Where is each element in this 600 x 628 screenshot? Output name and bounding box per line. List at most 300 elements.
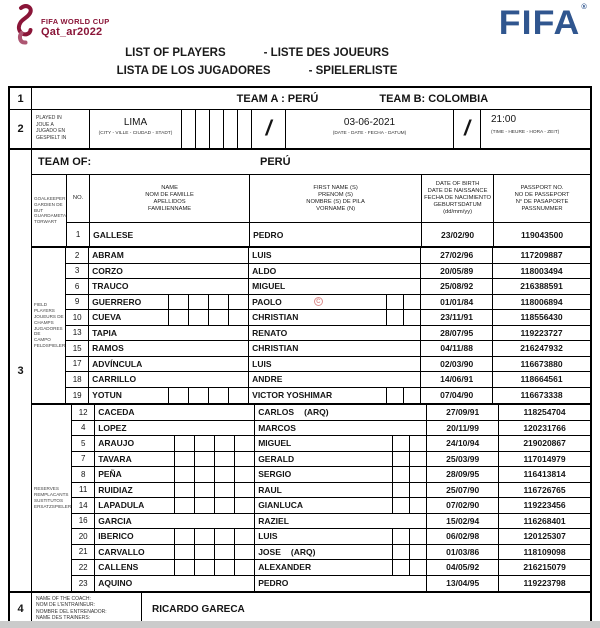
player-dob: 27/09/91: [427, 405, 499, 420]
date-cell: [286, 110, 454, 148]
label-line: NAME DES TRAINERS:: [36, 615, 91, 622]
player-number: 12: [72, 405, 95, 420]
grid-box: [194, 498, 214, 513]
player-surname: [89, 357, 249, 372]
player-dob: 28/07/95: [421, 326, 493, 341]
player-dob: 24/10/94: [427, 436, 499, 451]
grid-box: [208, 388, 228, 404]
emblem-subtitle: Qat_ar2022: [41, 26, 103, 38]
grid-box: [168, 295, 188, 310]
player-passport: 119223727: [520, 327, 563, 338]
player-passport: 216247932: [520, 343, 563, 354]
grid-box: [234, 436, 254, 451]
header-date-of-birth: [422, 175, 494, 222]
player-surname: [89, 372, 249, 387]
section-roster: [10, 150, 590, 593]
grid-box: [174, 436, 194, 451]
emblem-title: FIFA WORLD CUP: [41, 17, 110, 26]
goalkeeper-group-label: [32, 175, 67, 246]
grid-box: [234, 529, 254, 544]
player-passport: 120125307: [523, 531, 566, 542]
player-surname: [95, 576, 255, 592]
label-line: NAME: [161, 184, 178, 191]
player-firstname-text: [255, 452, 392, 467]
city-caption: (CITY - VILLE - CIUDAD - STADT): [98, 131, 173, 136]
player-firstname-text: [249, 388, 386, 404]
table-row: [72, 467, 590, 483]
grid-box: [174, 529, 194, 544]
table-header-row: [67, 175, 590, 223]
grid-box: [174, 483, 194, 498]
city-value: LIMA: [123, 117, 148, 128]
label-line: NOM DE FAMILLE: [145, 191, 194, 198]
table-row: [72, 498, 590, 514]
label-line: CAMPO: [34, 337, 51, 343]
player-dob: 04/05/92: [427, 560, 499, 575]
player-surname-text: ABRAM: [92, 250, 124, 261]
player-number: 22: [72, 560, 95, 575]
grid-box: [194, 529, 214, 544]
grid-box: [188, 310, 208, 325]
player-firstname: [249, 279, 421, 294]
player-firstname-value: JOSE: [258, 546, 281, 557]
player-surname-text: RAMOS: [92, 343, 124, 354]
player-firstname-value: RENATO: [252, 327, 288, 338]
player-firstname-text: [255, 514, 426, 529]
time-caption: (TIME - HEURE - HORA - ZEIT): [491, 130, 560, 135]
grid-box: [168, 388, 188, 404]
label-line: FELDSPIELER: [34, 342, 66, 348]
player-firstname: [255, 498, 427, 513]
player-firstname-value: ANDRE: [252, 374, 283, 385]
player-firstname-value: CHRISTIAN: [252, 312, 299, 323]
player-surname: [89, 248, 249, 263]
grid-box: [234, 452, 254, 467]
player-passport: 119043500: [521, 229, 564, 240]
label-line: GUARDAMETA: [34, 213, 67, 219]
grid-box: [174, 498, 194, 513]
player-surname: [95, 498, 255, 513]
time-value: 21:00: [491, 114, 517, 125]
section-number-2: 2: [10, 110, 32, 148]
player-passport: 118006894: [520, 296, 563, 307]
label-line: NO DE PASSEPORT: [514, 191, 570, 198]
city-cell: [90, 110, 182, 148]
player-number: 7: [72, 452, 95, 467]
player-firstname-value: PEDRO: [258, 578, 289, 589]
player-surname: [95, 405, 255, 420]
date-value: 03-06-2021: [343, 117, 396, 128]
grid-box: [196, 110, 210, 148]
player-dob: 07/02/90: [427, 498, 499, 513]
player-number: 21: [72, 545, 95, 560]
title-en: LIST OF PLAYERS: [125, 47, 226, 59]
player-firstname-value: MIGUEL: [252, 281, 286, 292]
fifa-logo: FIFA®: [498, 4, 588, 42]
slash-separator: /: [252, 110, 286, 148]
table-row: [66, 310, 590, 326]
section-number-4: 4: [10, 593, 32, 625]
player-surname-text: CACEDA: [98, 407, 135, 418]
player-firstname: [249, 310, 421, 325]
player-firstname-text: [249, 341, 420, 356]
table-row: [72, 436, 590, 452]
field-players-group-label: [32, 248, 66, 403]
grid-box: [234, 498, 254, 513]
player-firstname-text: [249, 295, 386, 310]
player-number: 17: [66, 357, 89, 372]
player-surname: [95, 421, 255, 436]
section-number-3: 3: [10, 150, 32, 591]
section-match-info: [10, 110, 590, 150]
grid-box: [392, 452, 409, 467]
grid-box: [392, 483, 409, 498]
player-surname: [95, 436, 255, 451]
title-fr: - LISTE DES JOUEURS: [263, 47, 389, 59]
player-number: 6: [66, 279, 89, 294]
player-surname-text: TAPIA: [92, 327, 118, 338]
label-line: GESPIELT IN: [36, 134, 67, 141]
grid-box: [409, 452, 426, 467]
table-row: [66, 264, 590, 280]
player-dob: 07/04/90: [421, 388, 493, 404]
player-surname: [95, 529, 255, 544]
player-firstname-text: [255, 467, 392, 482]
grid-box: [174, 545, 194, 560]
player-surname-text: CORZO: [92, 265, 123, 276]
section-teams: [10, 88, 590, 110]
label-line: JUGADO EN: [36, 128, 66, 134]
player-surname-text: GALLESE: [93, 229, 134, 240]
player-firstname-text: [255, 436, 392, 451]
table-row: [72, 529, 590, 545]
player-firstname-text: [249, 279, 420, 294]
player-firstname-value: ALEXANDER: [258, 562, 312, 573]
player-firstname-text: [255, 498, 392, 513]
player-surname: [89, 279, 249, 294]
player-dob: 23/02/90: [422, 223, 494, 246]
player-firstname-text: [255, 529, 392, 544]
player-number: 13: [66, 326, 89, 341]
field-players-rows: [66, 248, 590, 403]
registered-mark: ®: [581, 4, 588, 11]
player-surname-text: CUEVA: [92, 312, 122, 323]
player-firstname: [255, 545, 427, 560]
label-line: PRENOM (S): [318, 191, 353, 198]
player-number: 15: [66, 341, 89, 356]
player-firstname-text: [249, 326, 420, 341]
goalkeeper-block: [32, 175, 590, 248]
player-firstname: [255, 529, 427, 544]
grid-box: [392, 498, 409, 513]
grid-box: [194, 467, 214, 482]
label-line: REMPLACANTS: [34, 492, 69, 498]
player-firstname-value: RAUL: [258, 484, 282, 495]
player-number: 11: [72, 483, 95, 498]
table-row: [72, 452, 590, 468]
label-line: JOUE A: [36, 121, 54, 128]
grid-box: [214, 545, 234, 560]
player-surname: [95, 514, 255, 529]
player-number: 9: [66, 295, 89, 310]
player-firstname-value: MIGUEL: [258, 438, 292, 449]
header-passport: [494, 175, 590, 222]
player-firstname-value: RAZIEL: [258, 515, 289, 526]
grid-box: [182, 110, 196, 148]
table-row: [67, 223, 590, 246]
player-passport: 116673880: [520, 358, 563, 369]
table-row: [66, 372, 590, 388]
player-surname-text: LOPEZ: [98, 422, 127, 433]
grid-box: [214, 467, 234, 482]
player-surname-text: IBERICO: [98, 531, 134, 542]
player-passport: 117209887: [520, 250, 563, 261]
player-passport: 117014979: [523, 453, 566, 464]
section-number-1: 1: [10, 88, 32, 109]
player-firstname-value: GIANLUCA: [258, 500, 304, 511]
grid-box: [194, 483, 214, 498]
goalkeeper-rows: [67, 223, 590, 246]
player-passport: 118664561: [520, 374, 563, 385]
player-firstname: [249, 264, 421, 279]
goalkeeper-note: (ARQ): [290, 546, 316, 557]
player-surname: [89, 264, 249, 279]
player-firstname-text: [255, 560, 392, 575]
table-row: [72, 576, 590, 592]
grid-box: [392, 545, 409, 560]
label-line: FIRST NAME (S): [313, 184, 358, 191]
label-line: TORWART: [34, 219, 57, 225]
grid-box: [403, 388, 420, 404]
grid-box: [228, 388, 248, 404]
player-surname: [95, 467, 255, 482]
player-surname-text: CALLENS: [98, 562, 139, 573]
goalkeeper-note: (ARQ): [304, 407, 329, 418]
header-no: NO.: [67, 175, 90, 222]
grid-box: [224, 110, 238, 148]
grid-box: [188, 388, 208, 404]
grid-box: [234, 467, 254, 482]
player-firstname: [249, 326, 421, 341]
label-line: JUGADORES DE: [34, 325, 63, 337]
table-row: [66, 341, 590, 357]
qatar2022-emblem-text: [41, 17, 110, 38]
player-firstname-text: [249, 264, 420, 279]
team-of-label: TEAM OF:: [38, 156, 92, 168]
grid-box: [403, 295, 420, 310]
label-line: RESERVES: [34, 486, 59, 492]
document-title: [0, 47, 514, 83]
team-b-label: TEAM B: COLOMBIA: [379, 92, 489, 105]
player-firstname: [255, 467, 427, 482]
player-dob: 01/03/86: [427, 545, 499, 560]
grid-box: [409, 545, 426, 560]
player-surname: [90, 223, 250, 246]
player-passport: 216388591: [520, 281, 563, 292]
player-surname-text: ADVÍNCULA: [92, 358, 143, 369]
label-line: ERSATZSPIELER: [34, 503, 72, 509]
label-line: GEBURTSDATUM: [433, 202, 482, 208]
player-number: 23: [72, 576, 95, 592]
player-firstname: [249, 248, 421, 263]
player-surname: [89, 341, 249, 356]
player-firstname: [255, 421, 427, 436]
player-dob: 06/02/98: [427, 529, 499, 544]
player-surname-text: PEÑA: [98, 469, 122, 480]
player-surname: [89, 295, 249, 310]
table-row: [72, 514, 590, 530]
label-line: GARDIEN DE BUT: [34, 201, 63, 213]
label-line: FAMILIENNAME: [147, 205, 192, 212]
player-firstname: [250, 223, 422, 246]
label-line: APELLIDOS: [153, 198, 186, 205]
player-firstname-value: ALDO: [252, 265, 277, 276]
qatar2022-emblem-icon: [8, 4, 36, 51]
player-dob: 23/11/91: [421, 310, 493, 325]
page-header: [0, 0, 600, 86]
player-number: 3: [66, 264, 89, 279]
player-passport: 118254704: [523, 407, 566, 418]
player-number: 19: [66, 388, 89, 404]
player-firstname: [255, 405, 427, 420]
grid-box: [210, 110, 224, 148]
player-passport: 116673338: [520, 390, 563, 401]
date-caption: (DATE - DATE - FECHA - DATUM): [332, 131, 407, 136]
player-list-form: [8, 86, 592, 627]
label-line: NOMBRE (S) DE PILA: [306, 198, 365, 205]
grid-box: [188, 295, 208, 310]
player-number: 10: [66, 310, 89, 325]
player-passport: 116413814: [523, 469, 566, 480]
grid-box: [194, 560, 214, 575]
player-firstname: [249, 295, 421, 310]
player-dob: 20/11/99: [427, 421, 499, 436]
grid-box: [409, 529, 426, 544]
player-firstname: [249, 341, 421, 356]
label-line: (dd/mm/yy): [443, 209, 473, 215]
player-surname-text: AQUINO: [98, 578, 133, 589]
player-firstname-value: LUIS: [258, 531, 278, 542]
reserves-block: [32, 405, 590, 591]
player-dob: 02/03/90: [421, 357, 493, 372]
player-firstname-value: PEDRO: [253, 229, 284, 240]
player-firstname-text: [255, 576, 426, 592]
grid-box: [208, 310, 228, 325]
player-firstname-value: PAOLO: [252, 296, 282, 307]
grid-box: [409, 467, 426, 482]
player-firstname-text: [255, 405, 426, 420]
played-in-label: [32, 110, 90, 148]
player-firstname-value: VICTOR YOSHIMAR: [252, 390, 333, 401]
player-firstname-text: [250, 223, 421, 246]
grid-box: [214, 483, 234, 498]
player-firstname: [249, 388, 421, 404]
player-surname-text: LAPADULA: [98, 500, 145, 511]
player-dob: 25/08/92: [421, 279, 493, 294]
grid-box: [214, 436, 234, 451]
player-number: 1: [67, 223, 90, 246]
table-row: [72, 545, 590, 561]
grid-box: [214, 452, 234, 467]
player-dob: 25/03/99: [427, 452, 499, 467]
label-line: NAME OF THE COACH:: [36, 596, 91, 602]
label-line: NOM DE L'ENTRAINEUR:: [36, 602, 96, 609]
player-firstname: [255, 514, 427, 529]
player-surname-text: GUERRERO: [92, 296, 142, 307]
player-passport: 216215079: [523, 562, 566, 573]
player-firstname: [255, 452, 427, 467]
reserves-rows: [72, 405, 590, 591]
grid-box: [234, 560, 254, 575]
time-cell: [481, 110, 590, 148]
player-number: 8: [72, 467, 95, 482]
player-surname-text: ARAUJO: [98, 438, 135, 449]
player-surname-text: YOTUN: [92, 390, 122, 401]
player-passport: 120231766: [523, 422, 566, 433]
grid-box: [386, 295, 403, 310]
player-surname-text: CARRILLO: [92, 374, 137, 385]
player-firstname-text: [249, 357, 420, 372]
player-firstname-value: GERALD: [258, 453, 295, 464]
table-row: [72, 560, 590, 576]
player-firstname-value: CHRISTIAN: [252, 343, 299, 354]
label-line: N° DE PASAPORTE: [515, 198, 569, 205]
player-number: 2: [66, 248, 89, 263]
player-surname: [95, 483, 255, 498]
grid-box: [168, 310, 188, 325]
grid-box: [174, 560, 194, 575]
player-firstname-value: LUIS: [252, 250, 272, 261]
grid-box: [194, 436, 214, 451]
player-surname-text: TRAUCO: [92, 281, 129, 292]
team-a-label: TEAM A : PERÚ: [236, 92, 319, 105]
player-firstname: [255, 436, 427, 451]
table-row: [72, 421, 590, 437]
grid-box: [234, 545, 254, 560]
player-firstname-value: SERGIO: [258, 469, 292, 480]
label-line: FECHA DE NACIMIENTO: [424, 195, 492, 201]
player-dob: 25/07/90: [427, 483, 499, 498]
player-number: 18: [66, 372, 89, 387]
table-row: [72, 405, 590, 421]
label-line: SUSTITUTOS: [34, 498, 64, 503]
player-passport: 118003494: [520, 265, 563, 276]
player-firstname-text: [249, 248, 420, 263]
player-surname: [95, 545, 255, 560]
label-line: PLAYED IN: [36, 115, 62, 121]
team-of-row: [32, 150, 590, 175]
player-firstname-value: MARCOS: [258, 422, 296, 433]
table-row: [66, 326, 590, 342]
player-passport: 119223798: [523, 578, 566, 589]
grid-box: [238, 110, 252, 148]
player-surname: [89, 326, 249, 341]
grid-box: [214, 529, 234, 544]
grid-box: [409, 436, 426, 451]
label-line: NOMBRE DEL ENTRENADOR:: [36, 608, 107, 615]
player-firstname-text: [255, 545, 392, 560]
grid-box: [409, 483, 426, 498]
grid-box: [386, 310, 403, 325]
page-bottom-edge: [0, 621, 600, 628]
player-firstname: [255, 576, 427, 592]
table-row: [66, 295, 590, 311]
team-of-value: PERÚ: [260, 156, 291, 168]
reserves-group-label: [32, 405, 72, 591]
label-line: VORNAME (N): [316, 205, 356, 212]
label-line: CHAMPS: [34, 319, 54, 325]
grid-box: [392, 529, 409, 544]
